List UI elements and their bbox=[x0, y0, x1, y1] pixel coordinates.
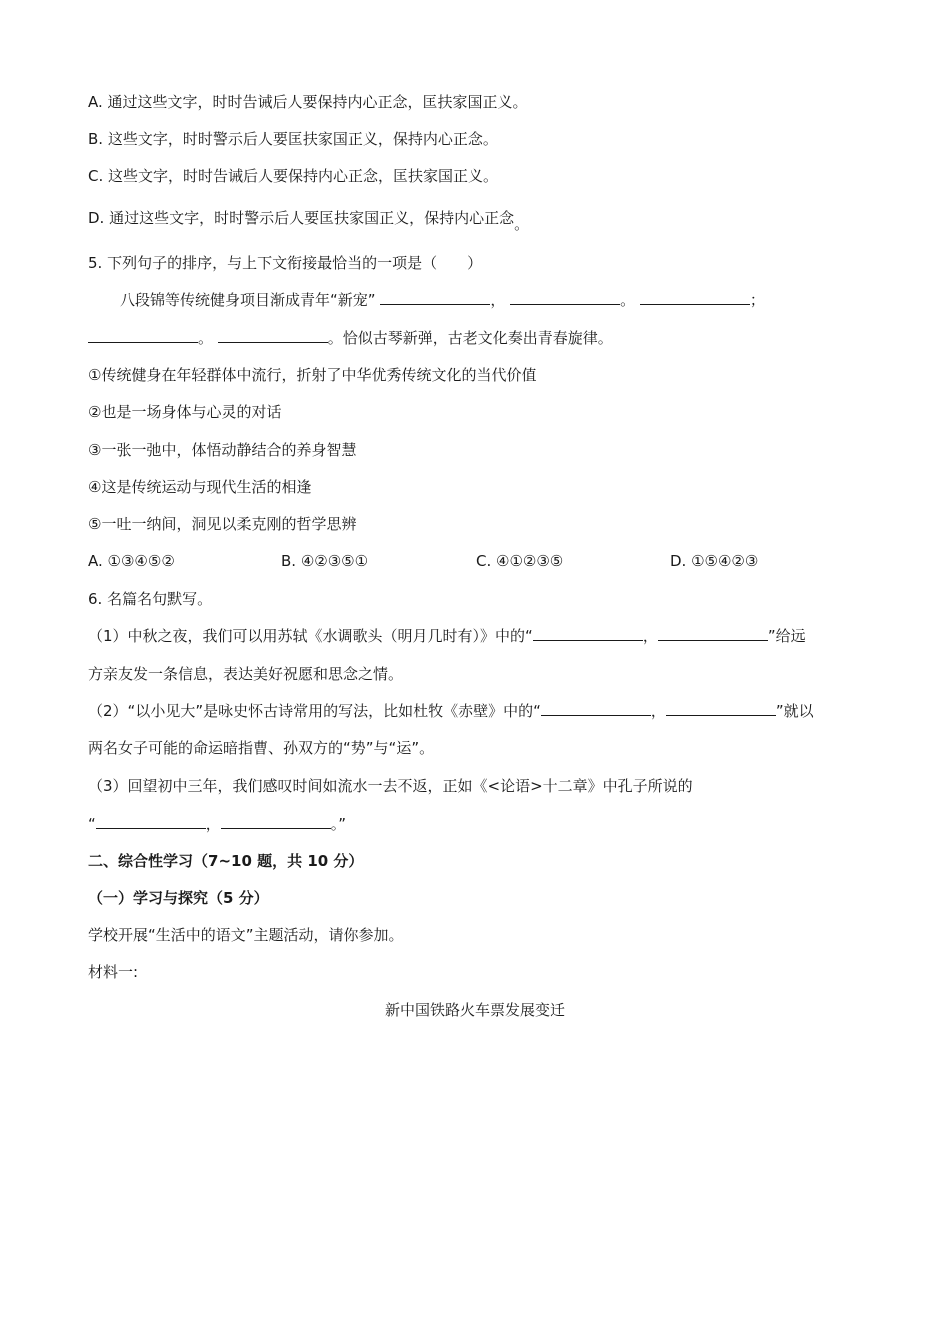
q4-option-d: D. 通过这些文字，时时警示后人要匡扶家国正义，保持内心正念 bbox=[88, 209, 515, 227]
q6-p2-pre: （2）“以小见大”是咏史怀古诗常用的写法，比如杜牧《赤壁》中的“ bbox=[88, 702, 541, 720]
q4-option-d-tail: 。 bbox=[514, 215, 530, 233]
material-label: 材料一: bbox=[88, 963, 139, 981]
q6-p3-comma: ， bbox=[205, 815, 221, 833]
q4-option-c: C. 这些文字，时时告诫后人要保持内心正念，匡扶家国正义。 bbox=[88, 167, 499, 185]
q5-sentence-1: ①传统健身在年轻群体中流行，折射了中华优秀传统文化的当代价值 bbox=[88, 366, 537, 384]
q5-stem: 5. 下列句子的排序，与上下文衔接最恰当的一项是（ ） bbox=[88, 254, 483, 272]
section2-heading: 二、综合性学习（7~10 题，共 10 分） bbox=[88, 852, 364, 870]
q5-option-c: C. ④①②③⑤ bbox=[476, 552, 564, 570]
q6-part2-line1 bbox=[88, 701, 814, 721]
q6-p2-post: ”就以 bbox=[775, 702, 814, 720]
q6-p1-blank-1 bbox=[533, 626, 643, 641]
q5-option-d: D. ①⑤④②③ bbox=[670, 552, 759, 570]
q5-sentence-3: ③一张一弛中，体悟动静结合的养身智慧 bbox=[88, 441, 357, 459]
q5-sentence-4: ④这是传统运动与现代生活的相逢 bbox=[88, 478, 312, 496]
q6-p3-blank-1 bbox=[96, 814, 206, 829]
q5-sentence-2: ②也是一场身体与心灵的对话 bbox=[88, 403, 282, 421]
q5-option-a: A. ①③④⑤② bbox=[88, 552, 175, 570]
q6-p1-post: ”给远 bbox=[767, 627, 806, 645]
q6-p2-comma: ， bbox=[650, 702, 666, 720]
q6-p1-pre: （1）中秋之夜，我们可以用苏轼《水调歌头（明月几时有）》中的“ bbox=[88, 627, 533, 645]
q6-part2-line2: 两名女子可能的命运暗指曹、孙双方的“势”与“运”。 bbox=[88, 739, 435, 757]
q6-part1-line2: 方亲友发一条信息，表达美好祝愿和思念之情。 bbox=[88, 665, 404, 683]
q6-p2-blank-1 bbox=[541, 701, 651, 716]
q5-sep-4: 。 bbox=[198, 329, 214, 347]
q5-blank-5 bbox=[218, 328, 328, 343]
q5-blank-2 bbox=[510, 290, 620, 305]
q5-sep-2: 。 bbox=[620, 291, 636, 309]
q6-part1-line1 bbox=[88, 626, 806, 646]
section2-intro: 学校开展“生活中的语文”主题活动，请你参加。 bbox=[88, 926, 404, 944]
q6-p3-open: “ bbox=[88, 815, 96, 833]
q6-p2-blank-2 bbox=[666, 701, 776, 716]
q4-option-b: B. 这些文字，时时警示后人要匡扶家国正义，保持内心正念。 bbox=[88, 130, 498, 148]
q6-part3-line2 bbox=[88, 814, 346, 834]
q6-p3-close: 。” bbox=[330, 815, 347, 833]
q5-option-b: B. ④②③⑤① bbox=[281, 552, 369, 570]
q5-blank-1 bbox=[380, 290, 490, 305]
q5-sep-1: ， bbox=[490, 291, 506, 309]
q4-option-d-line bbox=[88, 208, 530, 233]
q5-blank-3 bbox=[640, 290, 750, 305]
q5-passage-end: 。恰似古琴新弹，古老文化奏出青春旋律。 bbox=[327, 329, 613, 347]
q5-blank-4 bbox=[88, 328, 198, 343]
q5-passage-line1 bbox=[120, 290, 765, 310]
q5-sep-3: ； bbox=[749, 291, 765, 309]
material-title: 新中国铁路火车票发展变迁 bbox=[384, 1001, 565, 1019]
q6-p3-blank-2 bbox=[221, 814, 331, 829]
q5-sentence-5: ⑤一吐一纳间，洞见以柔克刚的哲学思辨 bbox=[88, 515, 357, 533]
q5-passage-line2 bbox=[88, 328, 613, 348]
section2-subheading: （一）学习与探究（5 分） bbox=[88, 889, 269, 907]
q5-passage-start: 八段锦等传统健身项目渐成青年“新宠” bbox=[120, 291, 376, 309]
q6-p1-blank-2 bbox=[658, 626, 768, 641]
q6-part3-line1: （3）回望初中三年，我们感叹时间如流水一去不返，正如《<论语>十二章》中孔子所说的 bbox=[88, 777, 693, 795]
q6-title: 6. 名篇名句默写。 bbox=[88, 590, 213, 608]
q6-p1-comma: ， bbox=[642, 627, 658, 645]
q4-option-a: A. 通过这些文字，时时告诫后人要保持内心正念，匡扶家国正义。 bbox=[88, 93, 528, 111]
